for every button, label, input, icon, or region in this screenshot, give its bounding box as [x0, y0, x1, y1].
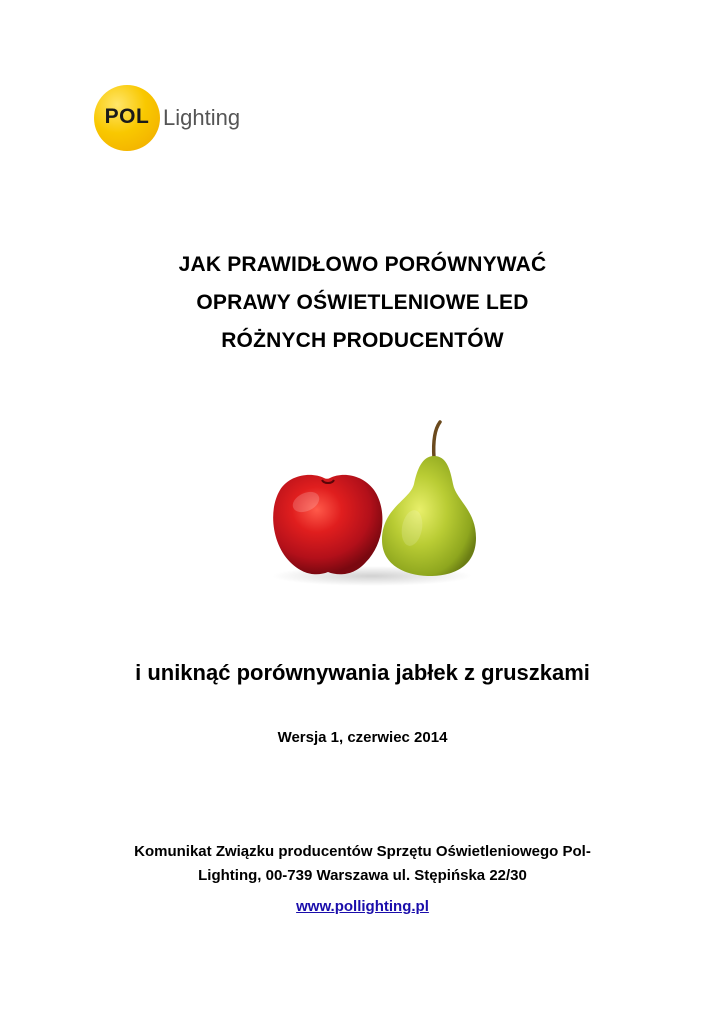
title-line-1: JAK PRAWIDŁOWO PORÓWNYWAĆ	[178, 253, 547, 276]
pear-shape	[382, 456, 476, 576]
title-line-2: OPRAWY OŚWIETLENIOWE LED	[196, 291, 529, 314]
website-container	[60, 898, 665, 915]
website-link[interactable]: www.pollighting.pl	[296, 898, 429, 915]
apple-shape	[273, 475, 382, 574]
apple-and-pear-image	[262, 418, 482, 588]
title-line-3: RÓŻNYCH PRODUCENTÓW	[221, 329, 504, 352]
organization-line-2: Lighting, 00-739 Warszawa ul. Stępińska 22/30	[198, 867, 527, 884]
logo-brand-short: POL	[104, 105, 150, 128]
subtitle: i uniknąć porównywania jabłek z gruszkami	[135, 660, 590, 685]
organization-line-1: Komunikat Związku producentów Sprzętu Oświetleniowego Pol-	[134, 843, 591, 860]
pol-lighting-logo	[94, 85, 254, 151]
version-text: Wersja 1, czerwiec 2014	[277, 729, 448, 746]
logo-brand-rest: Lighting	[163, 105, 241, 130]
